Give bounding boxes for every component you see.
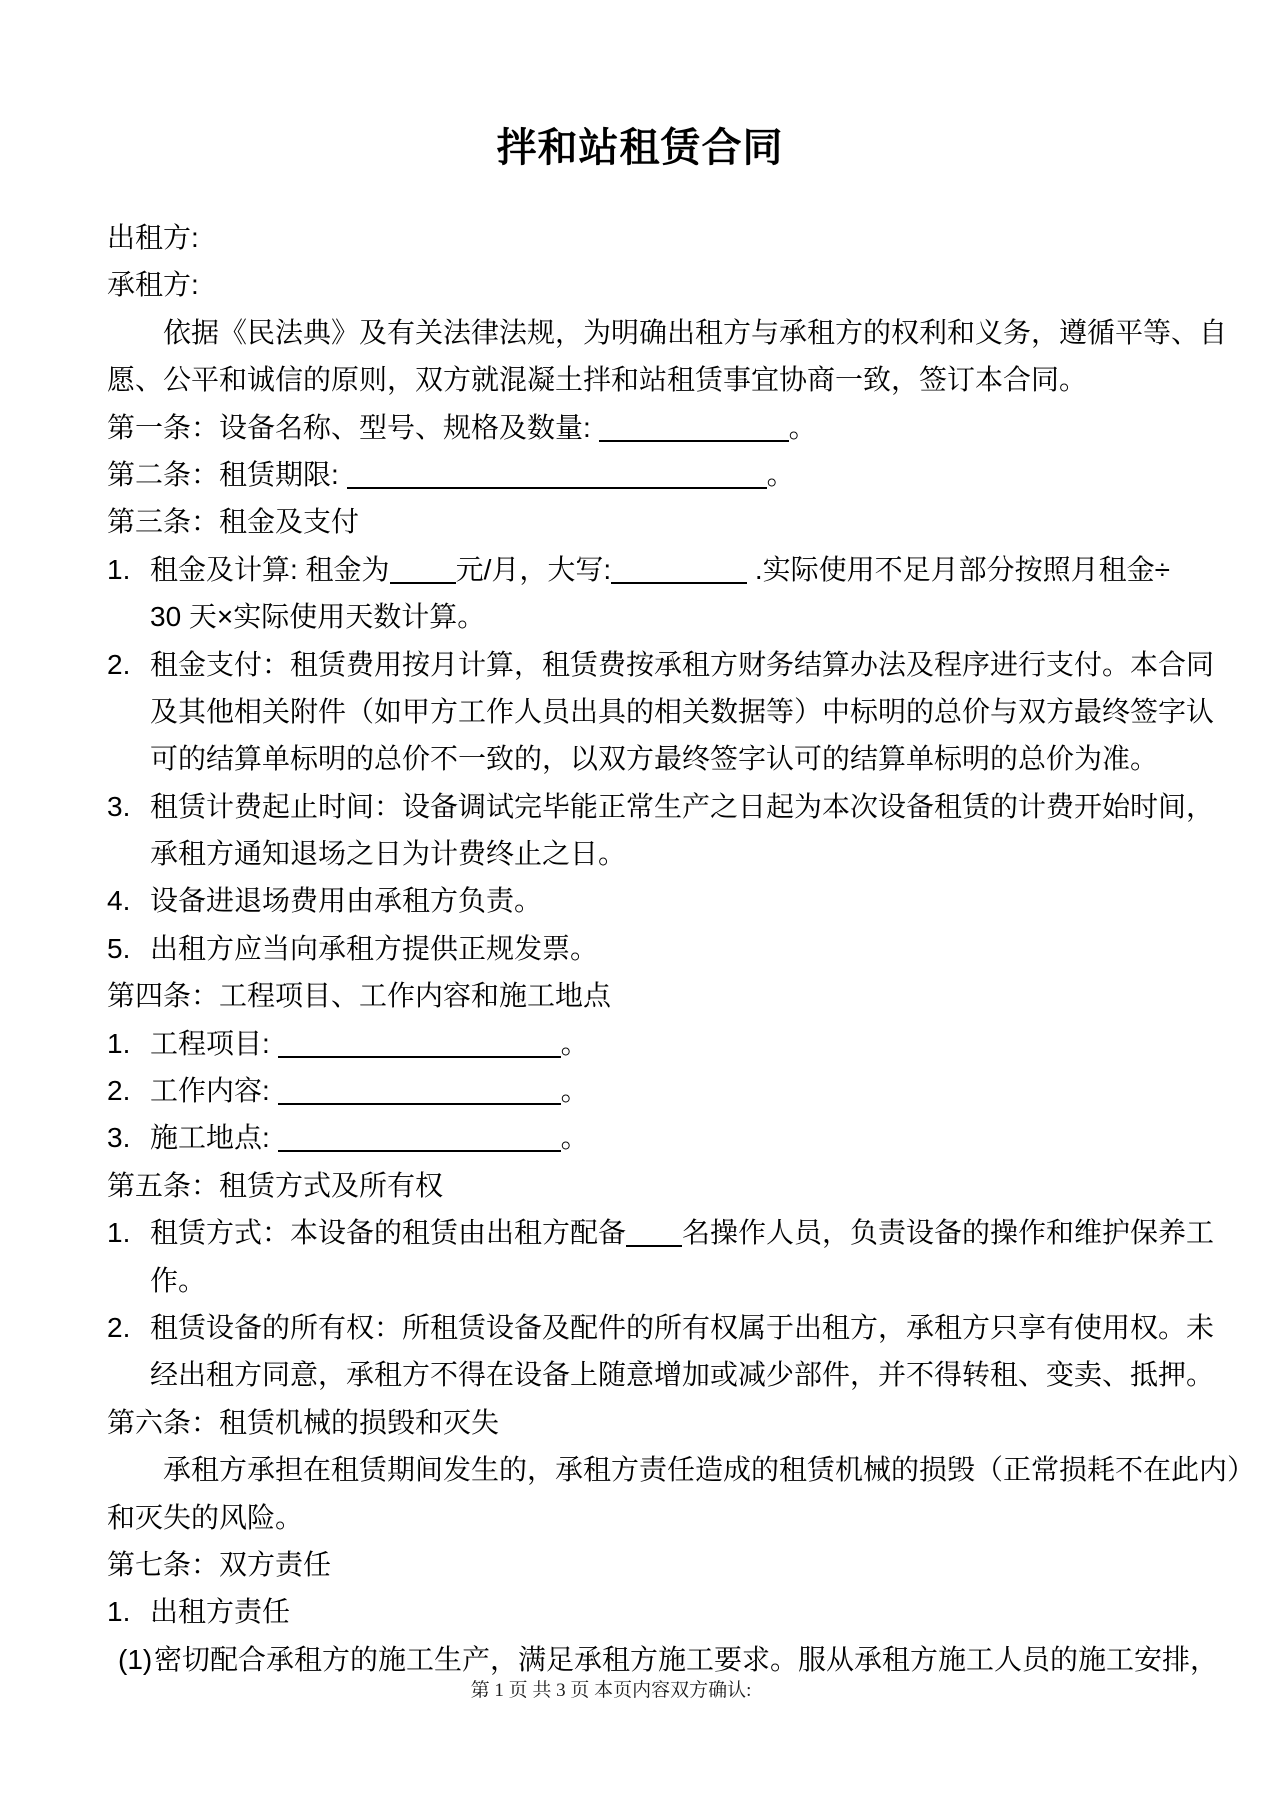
text-run: 。 <box>560 1122 589 1154</box>
clause-3-heading <box>107 498 1242 545</box>
clause-3-item-3 <box>107 830 1242 877</box>
text-run: 第二条：租赁期限: <box>107 458 347 490</box>
item-number: (1) <box>118 1643 153 1675</box>
text-run: 第四条：工程项目、工作内容和施工地点 <box>107 980 612 1012</box>
clause-6-heading <box>107 1399 1242 1446</box>
preamble-line <box>107 309 1242 356</box>
text-run: 。 <box>560 1075 589 1107</box>
text-run: 出租方应当向承租方提供正规发票。 <box>150 932 599 964</box>
text-run: 出租方责任 <box>150 1596 291 1628</box>
text-run: 出租方: <box>107 222 199 253</box>
text-run: 承租方承担在租赁期间发生的，承租方责任造成的租赁机械的损毁（正常损耗不在此内） <box>163 1454 1256 1486</box>
text-run: 租金及计算: 租金为 <box>150 553 390 585</box>
clause-2-heading <box>107 451 1242 498</box>
text-run: 工作内容: <box>150 1075 278 1107</box>
fill-in-blank <box>611 556 747 584</box>
text-run: 承租方通知退场之日为计费终止之日。 <box>150 838 627 870</box>
text-run: 承租方: <box>107 269 199 301</box>
clause-3-item-1 <box>107 546 1242 593</box>
fill-in-blank <box>278 1124 561 1152</box>
clause-4-item-1 <box>107 1020 1242 1067</box>
text-run: 和灭失的风险。 <box>107 1501 304 1533</box>
text-run: 第三条：租金及支付 <box>107 506 360 538</box>
item-number: 1. <box>107 1217 131 1249</box>
clause-4-item-2 <box>107 1067 1242 1114</box>
fill-in-blank <box>347 461 767 489</box>
text-run: 租赁计费起止时间：设备调试完毕能正常生产之日起为本次设备租赁的计费开始时间， <box>150 790 1215 822</box>
fill-in-blank <box>278 1030 561 1058</box>
text-run: 第五条：租赁方式及所有权 <box>107 1169 444 1201</box>
document-title: 拌和站租赁合同 <box>496 126 784 170</box>
clause-4-item-3 <box>107 1114 1242 1161</box>
text-run: 工程项目: <box>150 1027 278 1059</box>
text-run: 租赁设备的所有权：所租赁设备及配件的所有权属于出租方，承租方只享有使用权。未 <box>150 1311 1215 1343</box>
text-run: 第六条：租赁机械的损毁和灭失 <box>107 1406 500 1438</box>
text-run: 设备进退场费用由承租方负责。 <box>150 885 543 917</box>
clause-3-item-1 <box>107 593 1242 640</box>
clause-4-heading <box>107 972 1242 1019</box>
text-run: 名操作人员，负责设备的操作和维护保养工 <box>682 1217 1215 1249</box>
text-run: 经出租方同意，承租方不得在设备上随意增加或减少部件，并不得转租、变卖、抵押。 <box>150 1359 1215 1391</box>
item-number: 3. <box>107 790 131 822</box>
clause-3-item-2 <box>107 641 1242 688</box>
page-footer: 第 1 页 共 3 页 本页内容双方确认: <box>470 1680 752 1701</box>
fill-in-blank <box>626 1219 682 1247</box>
party-lessee-line <box>107 261 1242 308</box>
text-run: .实际使用不足月部分按照月租金÷ <box>747 553 1171 585</box>
clause-3-item-2 <box>107 735 1242 782</box>
item-number: 2. <box>107 1311 131 1343</box>
clause-1-heading <box>107 404 1242 451</box>
text-run: 第一条：设备名称、型号、规格及数量: <box>107 411 599 443</box>
fill-in-blank <box>599 414 789 442</box>
clause-6-body <box>107 1494 1242 1541</box>
clause-7-item-1 <box>107 1588 1242 1635</box>
clause-3-item-3 <box>107 783 1242 830</box>
clause-3-item-5 <box>107 925 1242 972</box>
text-run: 。 <box>788 411 817 443</box>
fill-in-blank <box>390 556 456 584</box>
clause-7-heading <box>107 1541 1242 1588</box>
item-number: 1. <box>107 1596 131 1628</box>
item-number: 3. <box>107 1122 131 1154</box>
clause-5-heading <box>107 1162 1242 1209</box>
item-number: 5. <box>107 932 131 964</box>
item-number: 2. <box>107 648 131 680</box>
item-number: 4. <box>107 885 131 917</box>
text-run: 第七条：双方责任 <box>107 1548 332 1580</box>
fill-in-blank <box>278 1077 561 1105</box>
party-lessor-line <box>107 214 1242 261</box>
contract-body <box>107 214 1256 1683</box>
preamble-line <box>107 356 1242 403</box>
clause-5-item-2 <box>107 1304 1242 1351</box>
text-run: 密切配合承租方的施工生产，满足承租方施工要求。服从承租方施工人员的施工安排， <box>154 1643 1219 1675</box>
text-run: 。 <box>766 458 795 490</box>
item-number: 1. <box>107 1027 131 1059</box>
text-run: 依据《民法典》及有关法律法规，为明确出租方与承租方的权利和义务，遵循平等、自 <box>163 316 1228 348</box>
text-run: 租赁方式：本设备的租赁由出租方配备 <box>150 1217 627 1249</box>
text-run: 租金支付：租赁费用按月计算，租赁费按承租方财务结算办法及程序进行支付。本合同 <box>150 648 1215 680</box>
text-run: 。 <box>560 1027 589 1059</box>
text-run: 愿、公平和诚信的原则，双方就混凝土拌和站租赁事宜协商一致，签订本合同。 <box>107 364 1088 396</box>
clause-3-item-2 <box>107 688 1242 735</box>
text-run: 施工地点: <box>150 1122 278 1154</box>
clause-6-body <box>107 1446 1256 1493</box>
item-number: 2. <box>107 1075 131 1107</box>
text-run: 30 天×实际使用天数计算。 <box>150 601 486 633</box>
clause-5-item-1 <box>107 1209 1242 1256</box>
text-run: 作。 <box>150 1264 207 1296</box>
text-run: 元/月，大写: <box>455 553 612 585</box>
text-run: 可的结算单标明的总价不一致的，以双方最终签字认可的结算单标明的总价为准。 <box>150 743 1159 775</box>
text-run: 及其他相关附件（如甲方工作人员出具的相关数据等）中标明的总价与双方最终签字认 <box>150 695 1215 727</box>
clause-5-item-1 <box>107 1257 1242 1304</box>
clause-5-item-2 <box>107 1351 1242 1398</box>
item-number: 1. <box>107 553 131 585</box>
clause-3-item-4 <box>107 877 1242 924</box>
